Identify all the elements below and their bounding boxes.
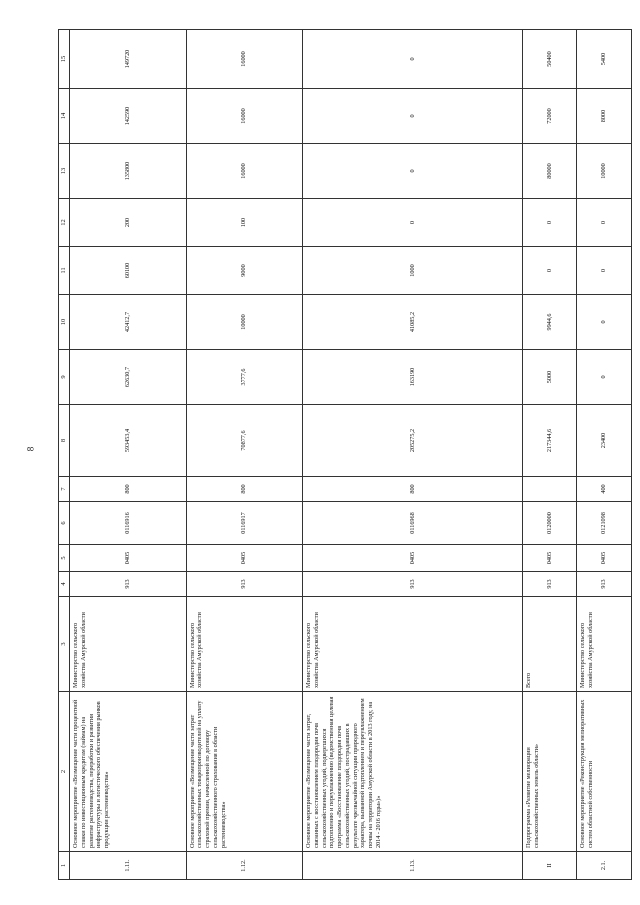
- column-header: 6: [59, 502, 70, 545]
- column-header: 9: [59, 350, 70, 405]
- table-cell: 800: [70, 477, 187, 502]
- column-header: 10: [59, 295, 70, 350]
- column-header: 8: [59, 405, 70, 477]
- table-cell: 0116917: [186, 502, 303, 545]
- table-cell: 10000: [577, 144, 632, 199]
- table-cell: 0: [303, 144, 523, 199]
- table-cell: 0120000: [522, 502, 577, 545]
- table-cell: 16000: [186, 89, 303, 144]
- table-cell: Всего: [522, 597, 577, 692]
- table-cell: 5400: [577, 30, 632, 89]
- table-cell: 50400: [522, 30, 577, 89]
- table-cell: 217344,6: [522, 405, 577, 477]
- table-cell: 60100: [70, 247, 187, 295]
- table-cell: 1000: [303, 247, 523, 295]
- table-row: [186, 30, 303, 880]
- table-cell: 80000: [522, 144, 577, 199]
- table-cell: 16000: [186, 144, 303, 199]
- column-header: 15: [59, 30, 70, 89]
- table-cell: 0: [577, 199, 632, 247]
- table-cell: [522, 477, 577, 502]
- header-row: [59, 30, 70, 880]
- table-cell: 0405: [577, 545, 632, 572]
- table-cell: 205275,2: [303, 405, 523, 477]
- table-cell: 3777,6: [186, 350, 303, 405]
- rotated-table-container: [58, 30, 632, 880]
- table-row: [70, 30, 187, 880]
- table-cell: 0: [303, 199, 523, 247]
- table-cell: 135800: [70, 144, 187, 199]
- table-cell: 72000: [522, 89, 577, 144]
- table-cell: 913: [577, 572, 632, 597]
- table-cell: Министерство сельского хозяйства Амурской области: [303, 597, 523, 692]
- table-cell: II: [522, 852, 577, 880]
- table-cell: 400: [577, 477, 632, 502]
- table-cell: 23400: [577, 405, 632, 477]
- table-cell: 200: [70, 199, 187, 247]
- table-cell: 41085,2: [303, 295, 523, 350]
- table-cell: Министерство сельского хозяйства Амурской области: [577, 597, 632, 692]
- table-cell: 913: [186, 572, 303, 597]
- column-header: 4: [59, 572, 70, 597]
- table-row: [577, 30, 632, 880]
- table-cell: 0: [303, 30, 523, 89]
- table-cell: 9944,6: [522, 295, 577, 350]
- table-cell: 0405: [522, 545, 577, 572]
- table-cell: Основное мероприятие «Возмещение части процентной ставки по инвестиционным кредитам (займам) на развитие растениеводства, переработки и развития инфраструктуры и логистического обеспечения рынков продукции растениеводства»: [70, 692, 187, 852]
- table-cell: 1.13.: [303, 852, 523, 880]
- table-cell: 1.11.: [70, 852, 187, 880]
- table-cell: 800: [186, 477, 303, 502]
- table-cell: 0405: [303, 545, 523, 572]
- table-cell: 0116916: [70, 502, 187, 545]
- table-cell: 16000: [186, 30, 303, 89]
- table-cell: 0: [577, 247, 632, 295]
- table-cell: Основное мероприятие «Возмещение части затрат сельскохозяйственных товаропроизводителей на уплату страховой премии, начисленной по договору сельскохозяйственного страхования в области растениеводства»: [186, 692, 303, 852]
- table-cell: 913: [70, 572, 187, 597]
- table-cell: 0405: [186, 545, 303, 572]
- budget-table: [58, 29, 632, 880]
- table-cell: 1.12.: [186, 852, 303, 880]
- table-cell: 913: [303, 572, 523, 597]
- page-number: 8: [25, 446, 36, 452]
- table-cell: 2.1.: [577, 852, 632, 880]
- table-cell: 0: [522, 247, 577, 295]
- column-header: 12: [59, 199, 70, 247]
- table-cell: 800: [303, 477, 523, 502]
- table-cell: 5000: [522, 350, 577, 405]
- table-cell: 100: [186, 199, 303, 247]
- column-header: 3: [59, 597, 70, 692]
- table-cell: 163190: [303, 350, 523, 405]
- column-header: 13: [59, 144, 70, 199]
- table-cell: 0: [303, 89, 523, 144]
- table-cell: Основное мероприятие «Возмещение части затрат, связанных с восстановлением плодородия почв сельскохозяйственных угодий, подвергшихся подтоплению и переувлажнению (ведомственная целевая программа «Восстановление плодородия почв сельскохозяйственных угодий, пострадавших в результате чрезвычайной ситуации природного характера, вызванной подтоплением и переувлажнением почвы на территории Амурской области в 2013 году, на 2014 - 2016 годы»)»: [303, 692, 523, 852]
- column-header: 14: [59, 89, 70, 144]
- table-cell: 0: [522, 199, 577, 247]
- table-cell: 0: [577, 350, 632, 405]
- table-cell: Министерство сельского хозяйства Амурской области: [186, 597, 303, 692]
- table-cell: 913: [522, 572, 577, 597]
- table-cell: 142590: [70, 89, 187, 144]
- table-cell: Подпрограмма «Развитие мелиорации сельскохозяйственных земель области»: [522, 692, 577, 852]
- table-cell: 0: [577, 295, 632, 350]
- table-cell: 0116968: [303, 502, 523, 545]
- table-cell: 593453,4: [70, 405, 187, 477]
- table-cell: 10000: [186, 295, 303, 350]
- table-cell: 0121098: [577, 502, 632, 545]
- column-header: 5: [59, 545, 70, 572]
- table-cell: 62630,7: [70, 350, 187, 405]
- column-header: 2: [59, 692, 70, 852]
- column-header: 7: [59, 477, 70, 502]
- table-cell: Министерство сельского хозяйства Амурской области: [70, 597, 187, 692]
- table-cell: 0405: [70, 545, 187, 572]
- column-header: 1: [59, 852, 70, 880]
- table-cell: 8000: [577, 89, 632, 144]
- table-cell: 9000: [186, 247, 303, 295]
- table-cell: 70877,6: [186, 405, 303, 477]
- table-row: [303, 30, 523, 880]
- table-cell: 149720: [70, 30, 187, 89]
- table-row: [522, 30, 577, 880]
- table-cell: Основное мероприятие «Реконструкция мелиоративных систем областной собственности: [577, 692, 632, 852]
- column-header: 11: [59, 247, 70, 295]
- table-cell: 42412,7: [70, 295, 187, 350]
